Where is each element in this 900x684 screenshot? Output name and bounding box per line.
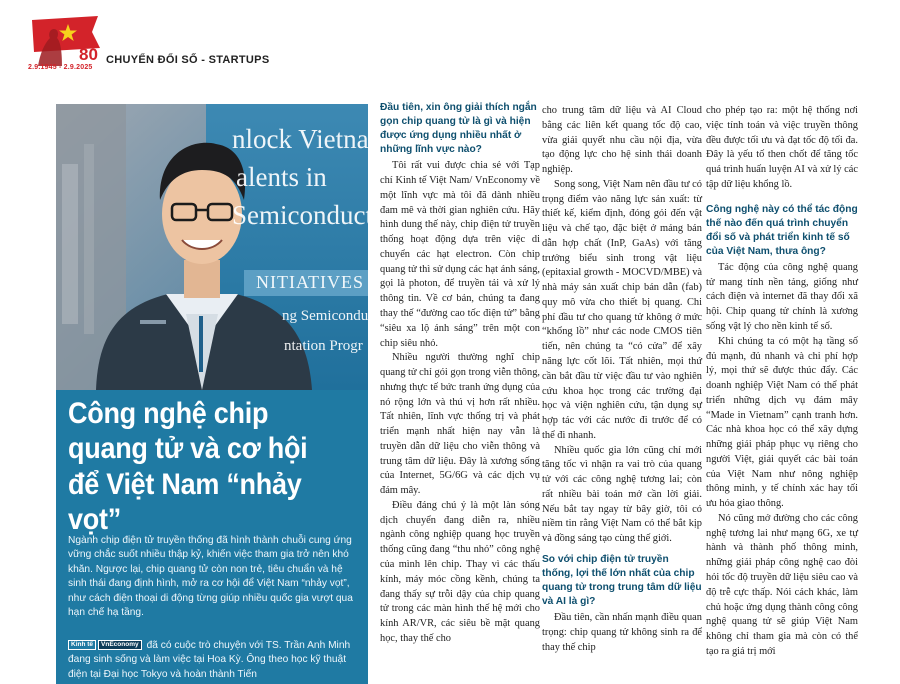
article-headline: Công nghệ chip quang tử và cơ hội để Việt Nam “nhảy vọt” xyxy=(68,397,308,537)
banner-text-line: alents in xyxy=(236,162,327,192)
anniversary-dates: 2.9.1945 - 2.9.2025 xyxy=(28,64,93,71)
question-heading: Đầu tiên, xin ông giải thích ngắn gọn chip quang tử là gì và hiện được ứng dụng nhiều nhất ở những lĩnh vực nào? xyxy=(380,102,537,156)
banner-text-line: Semiconducto xyxy=(232,200,387,230)
body-paragraph: cho trung tâm dữ liệu và AI Cloud bằng các liên kết quang tốc độ cao, vừa giải quyết nhu cầu nội địa, vừa tạo động lực cho hệ sinh thái doanh nghiệp. xyxy=(542,105,702,176)
body-paragraph: Nó cũng mở đường cho các công nghệ tương lai như mạng 6G, xe tự hành và thành phố thông minh, những giải pháp công nghệ cao đòi hỏi tốc độ truyền dữ liệu siêu cao và độ trễ cực thấp. Nói cách khác, làm chủ hoặc ứng dụng thành công công nghệ quang tử sẽ giúp Việt Nam không chỉ tham gia mà còn có thể tạo ra giá trị mới xyxy=(706,512,858,657)
body-paragraph: Song song, Việt Nam nên đầu tư có trọng điểm vào năng lực sản xuất: từ thiết kế, kiểm định, đóng gói đến vật liệu và chế tạo, đặc biệt ở mảng bán dẫn hợp chất (InP, GaAs) với tăng trưởng biểu sinh trong vật liệu (epitaxial growth - MOCVD/MBE) và nhà máy sản xuất chip bán dẫn (fab) quy mô vừa cho thiết bị quang. Chi phí đầu tư cho quang tử không ở mức “khổng lồ” như các node CMOS tiên tiến, nên chúng ta “có cửa” để xây năng lực cốt lõi. Tất nhiên, mọi thứ cần bắt đầu từ việc đầu tư vào nghiên cứu khoa học trong các trường đại học và viện nghiên cứu, tận dụng sự hợp tác với các nước đi trước để có thể đi nhanh. xyxy=(542,178,702,441)
body-paragraph: Nhiều quốc gia lớn cũng chỉ mới tăng tốc vì nhận ra vai trò của quang tử với các công nghệ tương lai; còn rất nhiều bài toán mở cần lời giải. Nếu bắt tay ngay từ bây giờ, tôi có niềm tin rằng Việt Nam có thể bắt kịp và đồng sáng tạo cùng thế giới. xyxy=(542,444,702,545)
body-paragraph: Tôi rất vui được chia sẻ với Tạp chí Kinh tế Việt Nam/ VnEconomy về một lĩnh vực mà tôi đã dành nhiều đam mê và thời gian nghiên cứu. Hãy hình dung thế này, chip điện tử truyền thống hoạt động dựa trên việc di chuyển các hạt electron. Còn chip quang tử thì sử dụng các hạt ánh sáng, gọi là photon, để truyền tải và xử lý thông tin. Về cơ bản, chúng ta đang thay thế “đường cao tốc điện tử” bằng “siêu xa lộ ánh sáng” trên một con chip siêu nhỏ. xyxy=(380,160,540,349)
banner-text-line: ntation Progr xyxy=(284,338,363,354)
question-heading: Công nghệ này có thể tác động thế nào đến quá trình chuyển đổi số và phát triển kinh tế số của Việt Nam, thưa ông? xyxy=(706,203,858,257)
feature-panel xyxy=(56,104,387,684)
body-paragraph: Tác động của công nghệ quang tử mang tính nền tảng, giống như cách điện và internet đã thay đổi xã hội. Chip quang tử chính là xương sống vật lý cho nền kinh tế số. xyxy=(706,261,858,332)
article-column-2 xyxy=(542,104,702,656)
banner-text-line: nlock Vietna xyxy=(232,124,369,154)
article-column-1 xyxy=(380,101,540,647)
svg-text:80: 80 xyxy=(79,45,98,64)
publisher-tag: VnEconomy xyxy=(98,640,142,650)
body-paragraph: Khi chúng ta có một hạ tầng số đủ mạnh, đủ nhanh và chi phí hợp lý, mọi thứ sẽ được thúc đẩy. Các doanh nghiệp Việt Nam có thể phát triển những dịch vụ đám mây “Made in Vietnam” cạnh tranh hơn. Các nhà khoa học có thể xây dựng những giải pháp phục vụ riêng cho người Việt, giải quyết các bài toán của Việt Nam như nông nghiệp thông minh, y tế chính xác hay tối ưu hóa giao thông. xyxy=(706,335,858,510)
body-paragraph: Nhiều người thường nghĩ chip quang tử chỉ gói gọn trong viễn thông, nhưng thực tế bức tranh ứng dụng của nó rộng lớn và thú vị hơn rất nhiều. Tất nhiên, lĩnh vực thống trị và phát triển mạnh nhất hiện nay vẫn là truyền dẫn dữ liệu cho viễn thông và trung tâm dữ liệu. Đây là xương sống của Internet, 5G/6G và các dịch vụ đám mây. xyxy=(380,352,540,497)
body-paragraph: cho phép tạo ra: một hệ thống nơi việc tính toán và việc truyền thông đều được tối ưu và đạt tốc độ tối đa. Đây là yếu tố then chốt để tăng tốc quá trình huấn luyện AI và xử lý các tập dữ liệu khổng lồ. xyxy=(706,105,858,190)
body-paragraph: Điều đáng chú ý là một làn sóng dịch chuyển đang diễn ra, nhiều ngành công nghiệp quang học truyền thống cũng đang “thu nhỏ” công nghệ của mình lên chip. Thay vì các thấu kính, máy móc cồng kềnh, chúng ta đang thấy sự trỗi dậy của chip quang tử trong các màn hình thế hệ mới cho kính AR/VR, các siêu bề mặt quang học, thay thế cho xyxy=(380,499,540,644)
page-header xyxy=(0,0,900,80)
intro-text: đã có cuộc trò chuyện với TS. Trần Anh Minh đang sinh sống và làm việc tại Hoa Kỳ. Ông theo học kỹ thuật điện tại Đại học Tokyo và hoàn thành Tiến xyxy=(68,640,351,680)
banner-text-line: ng Semicondu xyxy=(282,308,369,324)
magazine-tag: Kinh tế xyxy=(68,640,96,650)
interview-photo xyxy=(56,104,387,390)
section-label: CHUYỂN ĐỔI SỐ - STARTUPS xyxy=(106,54,270,66)
banner-text-line: NITIATIVES xyxy=(256,272,364,292)
article-intro xyxy=(68,639,362,682)
article-lede: Ngành chip điện tử truyền thống đã hình thành chuỗi cung ứng vững chắc suốt nhiều thập kỷ, khiến việc tham gia trở nên khó khăn. Ngược lại, chip quang tử còn non trẻ, tiêu chuẩn và hệ sinh thái đang định hình, mở ra cơ hội để Việt Nam “nhảy vọt”, như cách điện thoại di động từng giúp nhiều quốc gia vượt qua hạn chế hạ tầng. xyxy=(68,535,353,619)
body-paragraph: Đầu tiên, cần nhấn mạnh điều quan trọng: chip quang tử không sinh ra để thay thế chip xyxy=(542,612,702,653)
question-heading: So với chip điện tử truyền thống, lợi thế lớn nhất của chip quang tử trong trung tâm dữ liệu và AI là gì? xyxy=(542,553,702,608)
anniversary-80-logo xyxy=(28,14,108,70)
article-column-3 xyxy=(706,104,858,660)
